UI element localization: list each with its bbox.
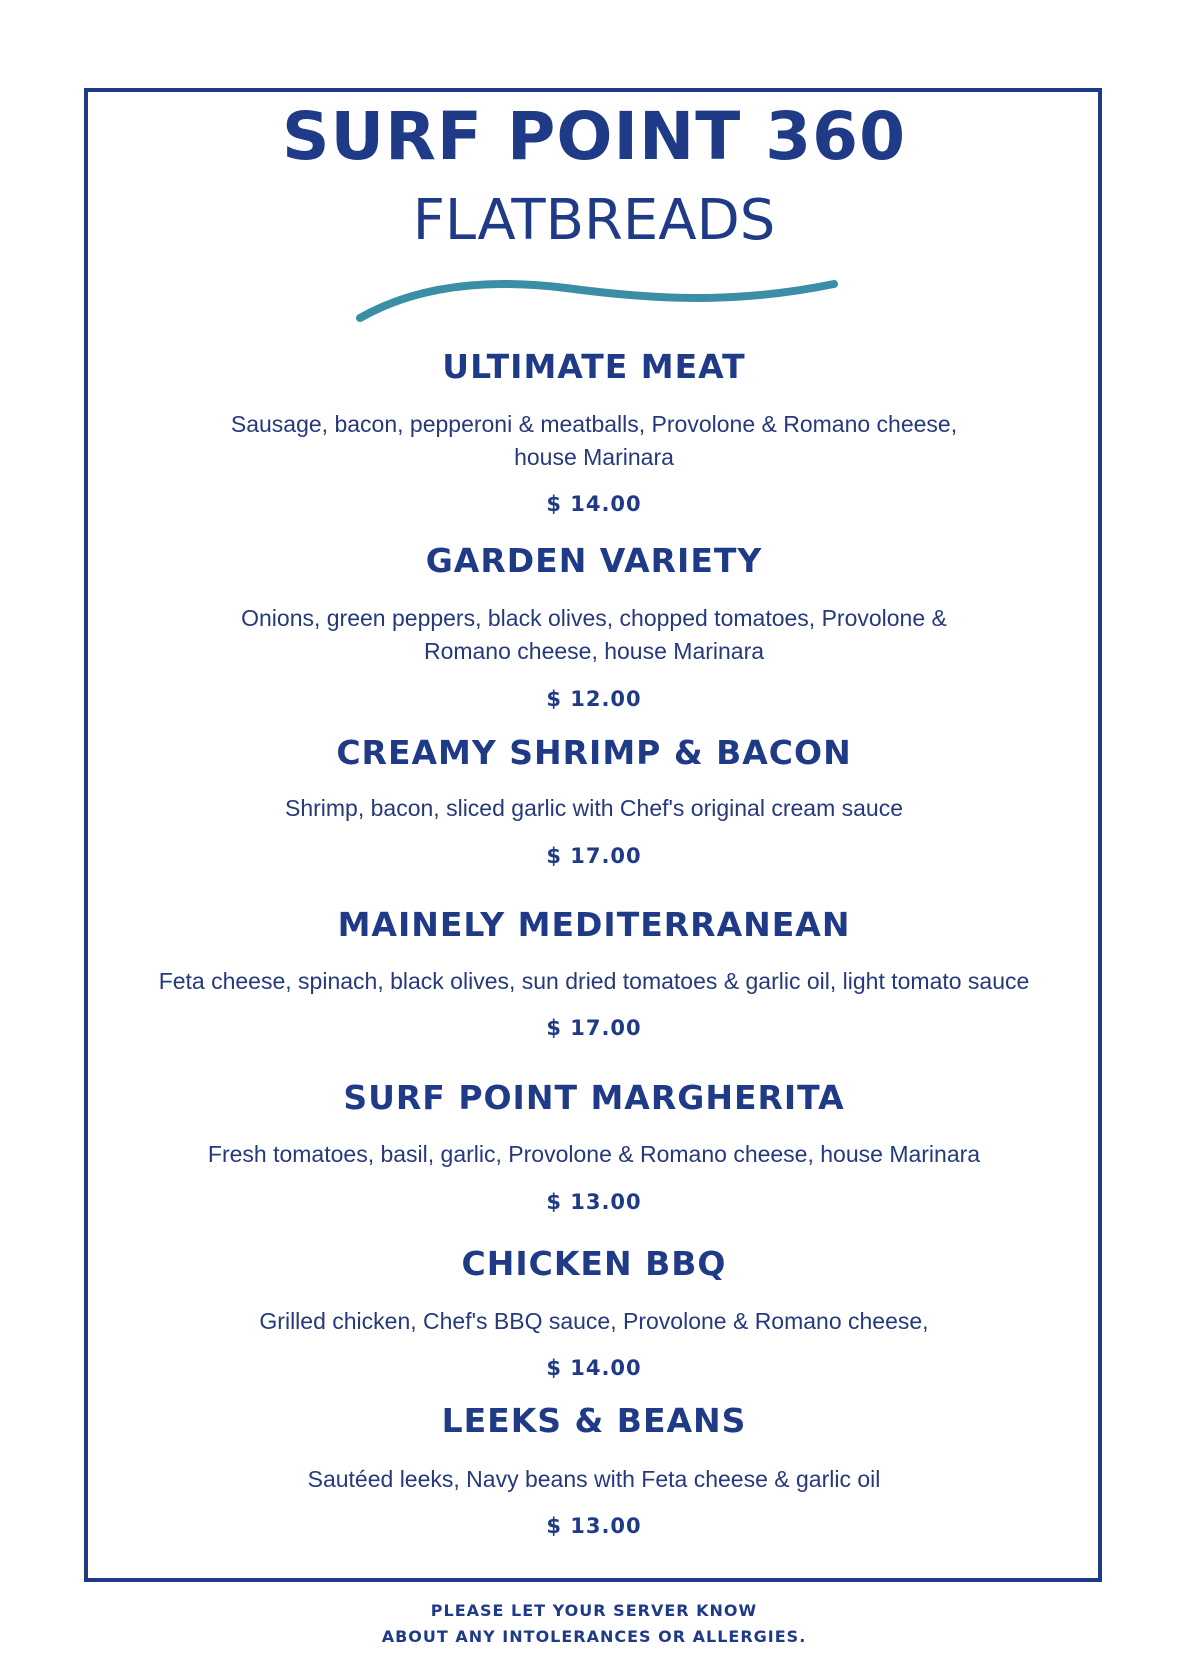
menu-item-name: CREAMY SHRIMP & BACON (336, 733, 852, 772)
allergy-notice (0, 1598, 1188, 1650)
menu-item-description: Shrimp, bacon, sliced garlic with Chef's original cream sauce (285, 795, 903, 821)
menu-item-price: $ 12.00 (546, 687, 642, 711)
menu-item-name: SURF POINT MARGHERITA (343, 1078, 845, 1117)
menu-item-description: Sautéed leeks, Navy beans with Feta cheese & garlic oil (307, 1466, 881, 1492)
allergy-notice-line: ABOUT ANY INTOLERANCES OR ALLERGIES. (381, 1627, 807, 1646)
allergy-notice-line: PLEASE LET YOUR SERVER KNOW (430, 1601, 758, 1620)
menu-item-description: Feta cheese, spinach, black olives, sun dried tomatoes & garlic oil, light tomato sauce (158, 968, 1030, 994)
menu-item-name: MAINELY MEDITERRANEAN (337, 905, 851, 944)
menu-item-description: Grilled chicken, Chef's BBQ sauce, Provolone & Romano cheese, (259, 1308, 929, 1334)
menu-item-price: $ 14.00 (546, 492, 642, 516)
menu-item-description: Onions, green peppers, black olives, chopped tomatoes, Provolone & (241, 605, 947, 631)
menu-item-price: $ 17.00 (546, 1016, 642, 1040)
menu-item-description: Romano cheese, house Marinara (423, 638, 765, 664)
menu-item-description: Fresh tomatoes, basil, garlic, Provolone & Romano cheese, house Marinara (207, 1141, 981, 1167)
menu-section-title: FLATBREADS (412, 188, 776, 253)
menu-item-name: CHICKEN BBQ (461, 1244, 727, 1283)
menu-item-price: $ 14.00 (546, 1356, 642, 1380)
menu-item-description: house Marinara (514, 444, 674, 470)
menu-item-name: ULTIMATE MEAT (442, 347, 746, 386)
menu-item-price: $ 13.00 (546, 1514, 642, 1538)
menu-item-price: $ 13.00 (546, 1190, 642, 1214)
menu-item-name: LEEKS & BEANS (441, 1401, 747, 1440)
wave-divider-icon (356, 278, 838, 326)
restaurant-title: SURF POINT 360 (281, 98, 907, 175)
menu-item-price: $ 17.00 (546, 844, 642, 868)
menu-item-description: Sausage, bacon, pepperoni & meatballs, Provolone & Romano cheese, (230, 411, 958, 437)
menu-item-name: GARDEN VARIETY (425, 541, 763, 580)
